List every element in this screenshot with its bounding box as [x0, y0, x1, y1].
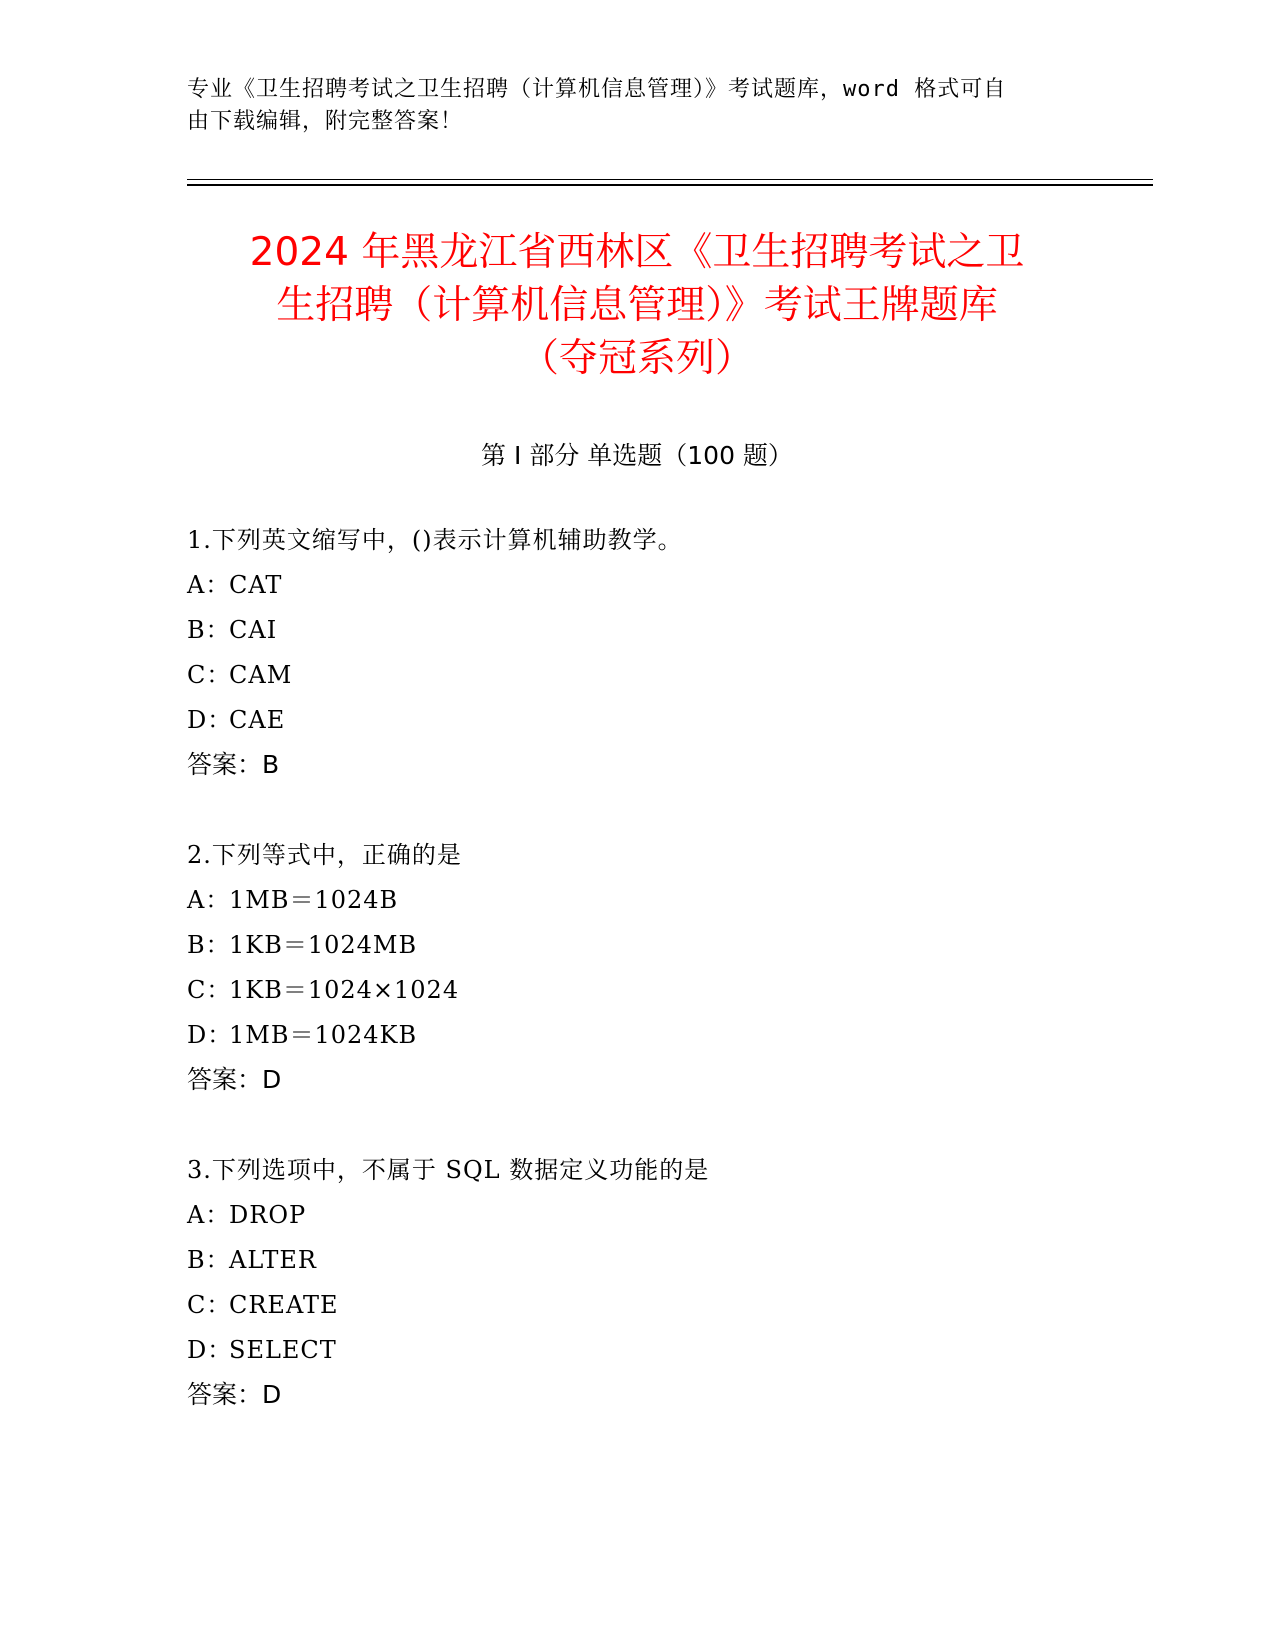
- option-text: DROP: [229, 1201, 307, 1229]
- option-key: A：: [187, 1201, 231, 1229]
- option-text: CAT: [229, 571, 283, 599]
- header-divider-thin: [187, 179, 1153, 180]
- option-text: CAE: [229, 706, 286, 734]
- option-a: [187, 884, 1087, 929]
- option-text: CAI: [229, 616, 278, 644]
- option-d: [187, 704, 1087, 749]
- document-title-line-2: 生招聘（计算机信息管理）》考试王牌题库: [276, 283, 998, 328]
- option-key: B：: [187, 616, 231, 644]
- option-text: 1MB＝1024KB: [229, 1021, 418, 1049]
- header-note: [187, 74, 1067, 138]
- question-stem: 2.下列等式中，正确的是: [187, 841, 462, 869]
- option-key: A：: [187, 571, 231, 599]
- question-2: [187, 839, 1087, 1109]
- option-key: C：: [187, 1291, 232, 1319]
- question-stem: 3.下列选项中，不属于 SQL 数据定义功能的是: [187, 1156, 710, 1184]
- option-key: C：: [187, 976, 232, 1004]
- question-3: [187, 1154, 1087, 1424]
- option-text: SELECT: [229, 1336, 337, 1364]
- option-d: [187, 1334, 1087, 1379]
- option-b: [187, 1244, 1087, 1289]
- option-text: ALTER: [229, 1246, 317, 1274]
- option-key: C：: [187, 661, 232, 689]
- option-c: [187, 974, 1087, 1019]
- header-note-line-1: 专业《卫生招聘考试之卫生招聘（计算机信息管理）》考试题库，word 格式可自: [187, 77, 1007, 102]
- option-b: [187, 929, 1087, 974]
- option-b: [187, 614, 1087, 659]
- option-text: CREATE: [229, 1291, 339, 1319]
- option-key: A：: [187, 886, 231, 914]
- answer: 答案：D: [187, 1380, 282, 1409]
- answer: 答案：D: [187, 1065, 282, 1094]
- option-text: 1MB＝1024B: [229, 886, 399, 914]
- document-title-line-1: 2024 年黑龙江省西林区《卫生招聘考试之卫: [249, 230, 1025, 275]
- option-key: B：: [187, 1246, 231, 1274]
- option-key: D：: [187, 1021, 233, 1049]
- question-1: [187, 524, 1087, 794]
- document-title: [187, 226, 1087, 385]
- option-key: D：: [187, 1336, 233, 1364]
- option-c: [187, 1289, 1087, 1334]
- option-text: CAM: [229, 661, 293, 689]
- header-divider-thick: [187, 184, 1153, 186]
- option-a: [187, 1199, 1087, 1244]
- option-text: 1KB＝1024×1024: [229, 976, 460, 1004]
- header-note-line-2: 由下载编辑，附完整答案！: [187, 109, 464, 134]
- option-d: [187, 1019, 1087, 1064]
- option-c: [187, 659, 1087, 704]
- document-title-line-3: （夺冠系列）: [519, 336, 754, 381]
- option-key: D：: [187, 706, 233, 734]
- question-stem: 1.下列英文缩写中，()表示计算机辅助教学。: [187, 526, 683, 554]
- answer: 答案：B: [187, 750, 280, 779]
- section-title: 第 I 部分 单选题（100 题）: [481, 441, 793, 470]
- option-text: 1KB＝1024MB: [229, 931, 418, 959]
- option-a: [187, 569, 1087, 614]
- option-key: B：: [187, 931, 231, 959]
